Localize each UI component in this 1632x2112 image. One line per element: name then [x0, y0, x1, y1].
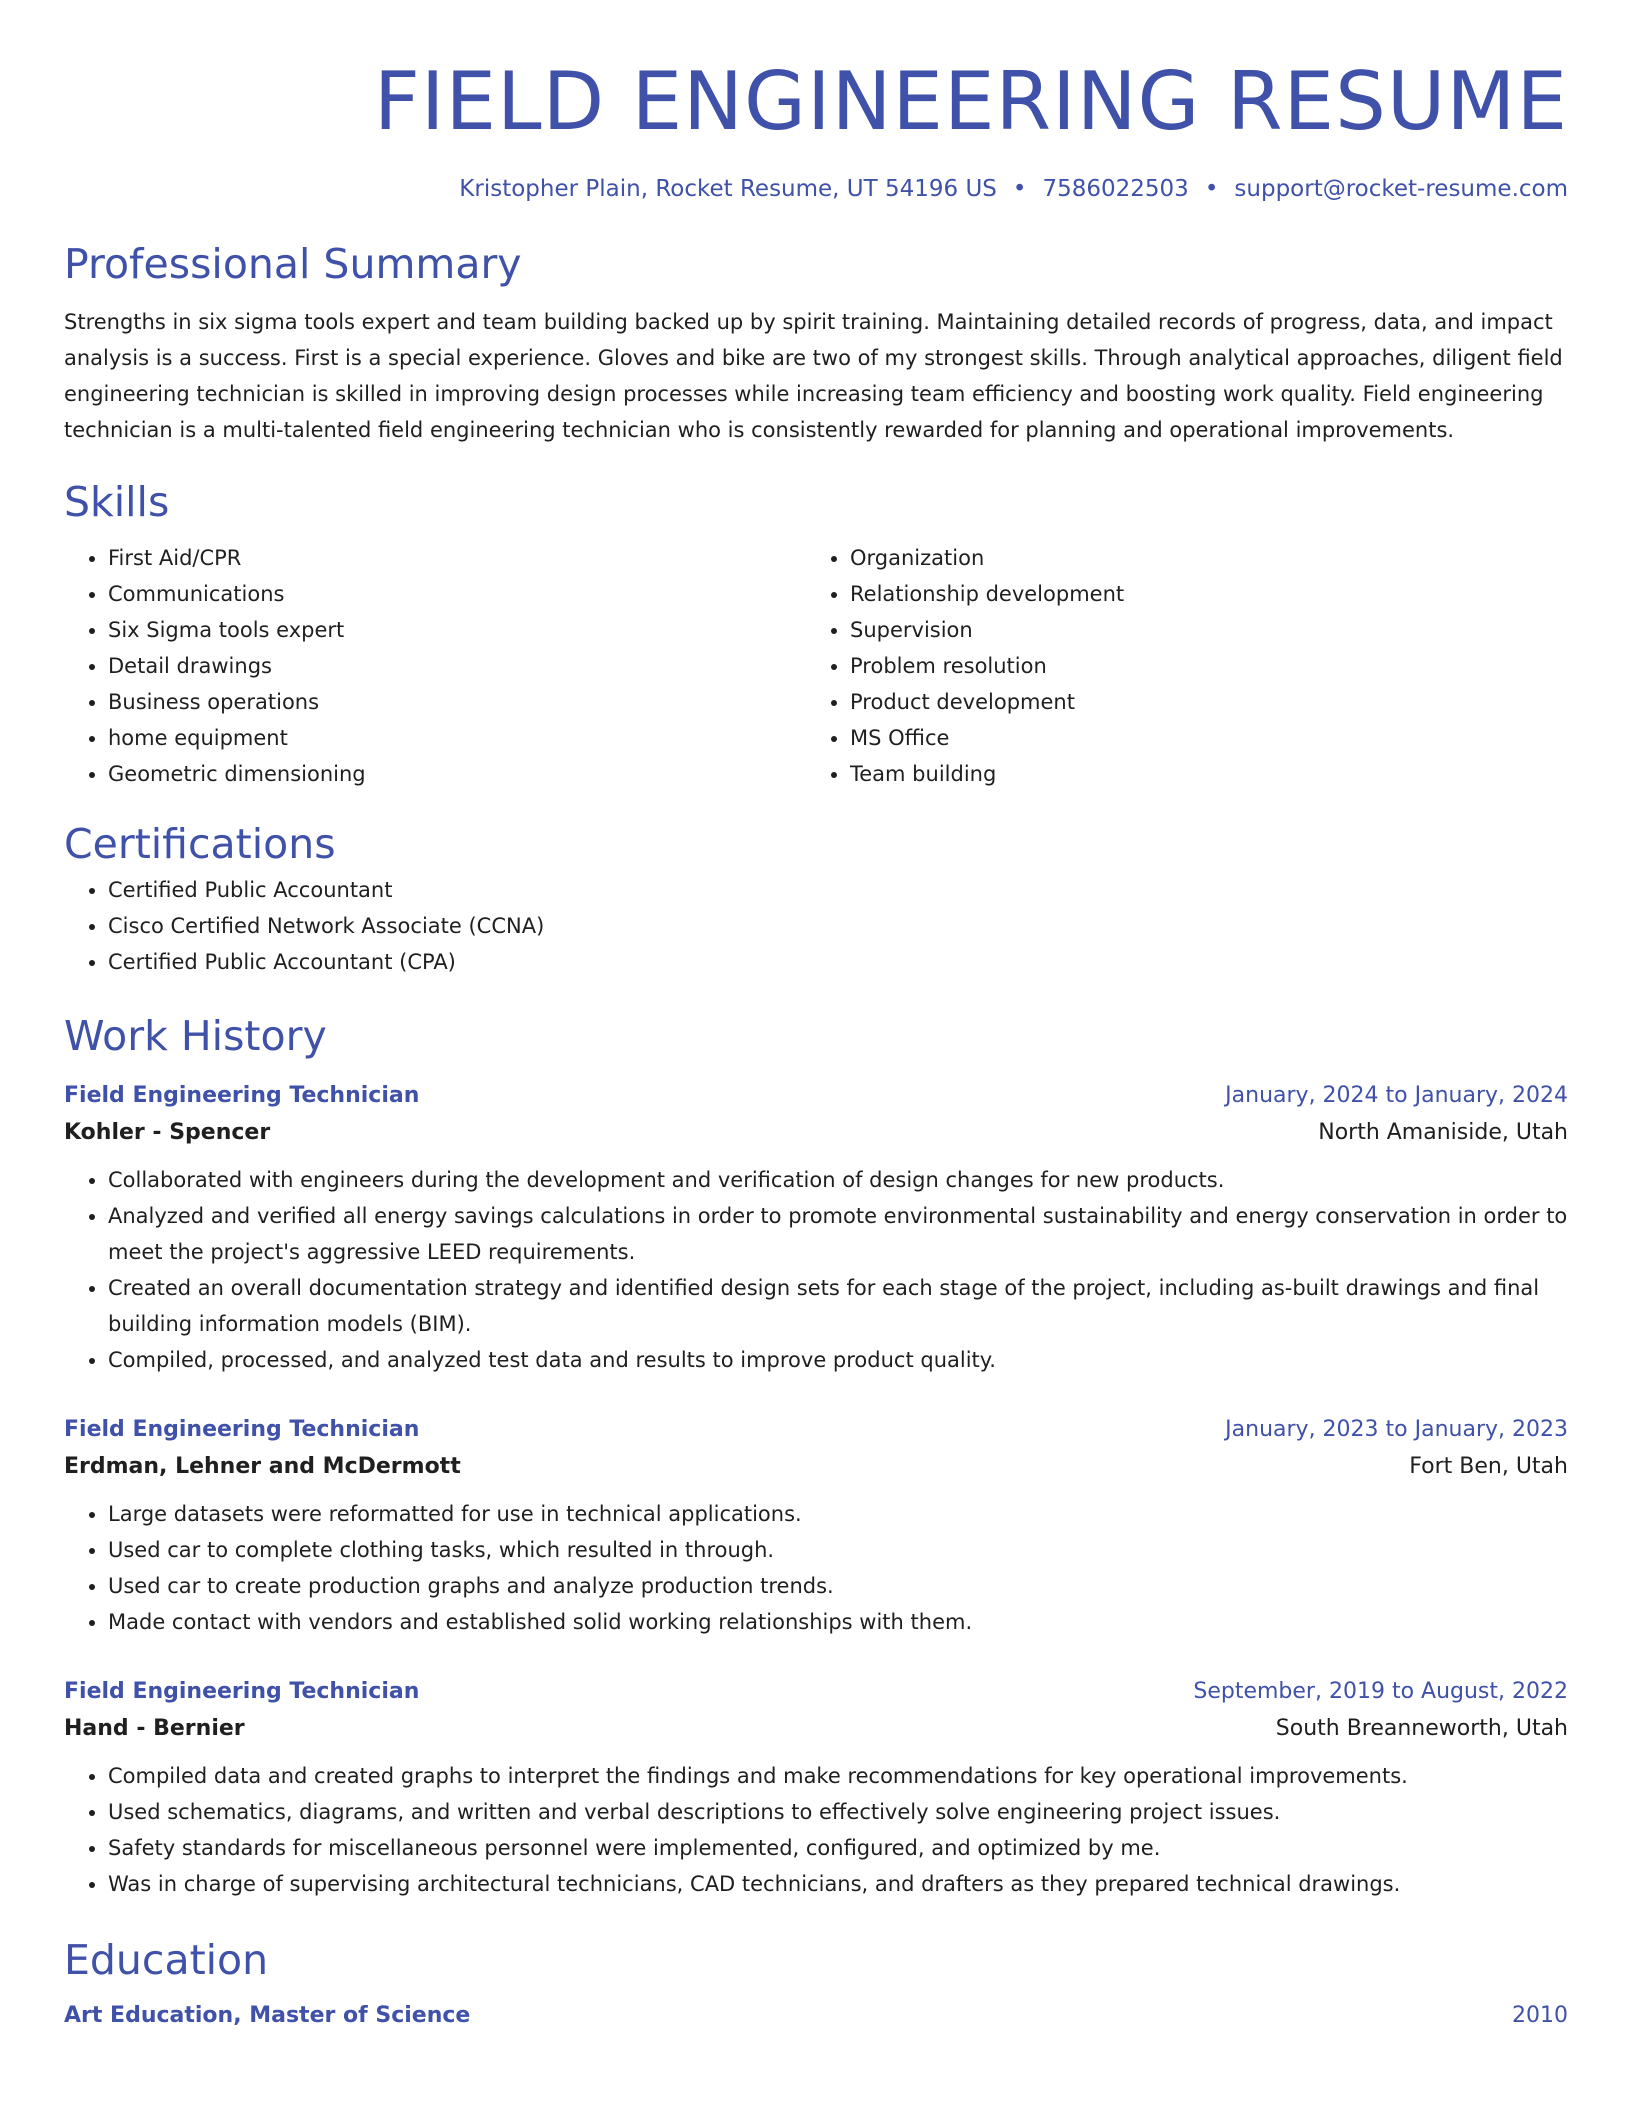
summary-text: Strengths in six sigma tools expert and team building backed up by spirit training. Maintaining detailed records of progress, data, and impact analysis is a success. First is a special experience. Gloves and bike are two of my strongest skills. Through analytical approaches, diligent field engineering technician is skilled in improving design processes while increasing team efficiency and boosting work quality. Field engineering technician is a multi-talented field engineering technician who is consistently rewarded for planning and operational improvements.	[64, 310, 1563, 442]
skill-item: • Relationship development	[850, 576, 1548, 612]
job-dates: September, 2019 to August, 2022	[1193, 1679, 1568, 1704]
job-bullets	[64, 1496, 1568, 1640]
job-bullet: • Collaborated with engineers during the development and verification of design changes for new products.	[108, 1162, 1568, 1198]
job-bullet: • Analyzed and verified all energy savings calculations in order to promote environmental sustainability and energy conservation in order to meet the project's aggressive LEED requirements.	[108, 1198, 1568, 1270]
job-bullet: • Used car to complete clothing tasks, which resulted in through.	[108, 1532, 1568, 1568]
job-title: Field Engineering Technician	[64, 1417, 420, 1442]
certification-item: • Certified Public Accountant (CPA)	[108, 944, 1568, 980]
job-bullet: • Created an overall documentation strategy and identified design sets for each stage of the project, including as-built drawings and final building information models (BIM).	[108, 1270, 1568, 1342]
skill-item: • Business operations	[108, 684, 806, 720]
skill-item: • Problem resolution	[850, 648, 1548, 684]
separator-dot: •	[1204, 176, 1219, 202]
contact-phone: 7586022503	[1042, 176, 1189, 202]
job-company: Hand - Bernier	[64, 1716, 245, 1741]
job-company: Kohler - Spencer	[64, 1120, 271, 1145]
education-entry	[64, 1998, 1568, 2034]
job-entry	[64, 1078, 1568, 1378]
job-title: Field Engineering Technician	[64, 1679, 420, 1704]
skills-list-right	[806, 540, 1548, 792]
job-bullet: • Made contact with vendors and established solid working relationships with them.	[108, 1604, 1568, 1640]
skill-item: • First Aid/CPR	[108, 540, 806, 576]
skill-item: • Six Sigma tools expert	[108, 612, 806, 648]
education-degree: Art Education, Master of Science	[64, 2003, 471, 2028]
skill-item: • Team building	[850, 756, 1548, 792]
skill-item: • Detail drawings	[108, 648, 806, 684]
job-location: Fort Ben, Utah	[1409, 1454, 1568, 1479]
job-bullet: • Large datasets were reformatted for use in technical applications.	[108, 1496, 1568, 1532]
job-dates: January, 2024 to January, 2024	[1225, 1083, 1568, 1108]
summary-heading: Professional Summary	[64, 240, 522, 288]
job-entry	[64, 1412, 1568, 1640]
skill-item: • Geometric dimensioning	[108, 756, 806, 792]
certifications-heading: Certifications	[64, 820, 336, 868]
job-company: Erdman, Lehner and McDermott	[64, 1454, 461, 1479]
skill-item: • Product development	[850, 684, 1548, 720]
job-bullets	[64, 1162, 1568, 1378]
separator-dot: •	[1012, 176, 1027, 202]
education-heading: Education	[64, 1936, 269, 1984]
skill-item: • Communications	[108, 576, 806, 612]
job-bullet: • Compiled data and created graphs to interpret the findings and make recommendations for key operational improvements.	[108, 1758, 1568, 1794]
job-location: South Breanneworth, Utah	[1275, 1716, 1568, 1741]
work-history-heading: Work History	[64, 1012, 327, 1060]
job-title: Field Engineering Technician	[64, 1083, 420, 1108]
skills-list-left	[64, 540, 806, 792]
skills-heading: Skills	[64, 478, 170, 526]
education-year: 2010	[1512, 2003, 1568, 2028]
job-bullet: • Was in charge of supervising architectural technicians, CAD technicians, and drafters as they prepared technical drawings.	[108, 1866, 1568, 1902]
job-entry	[64, 1674, 1568, 1902]
contact-line	[64, 174, 1568, 204]
resume-title: FIELD ENGINEERING RESUME	[373, 55, 1568, 148]
job-bullet: • Compiled, processed, and analyzed test data and results to improve product quality.	[108, 1342, 1568, 1378]
skill-item: • MS Office	[850, 720, 1548, 756]
certifications-list	[64, 872, 1568, 980]
skill-item: • home equipment	[108, 720, 806, 756]
job-dates: January, 2023 to January, 2023	[1225, 1417, 1568, 1442]
job-bullets	[64, 1758, 1568, 1902]
certification-item: • Certified Public Accountant	[108, 872, 1568, 908]
contact-address: Kristopher Plain, Rocket Resume, UT 54196 US	[459, 176, 997, 202]
skill-item: • Supervision	[850, 612, 1548, 648]
job-location: North Amaniside, Utah	[1318, 1120, 1568, 1145]
job-bullet: • Safety standards for miscellaneous personnel were implemented, configured, and optimized by me.	[108, 1830, 1568, 1866]
job-bullet: • Used schematics, diagrams, and written and verbal descriptions to effectively solve engineering project issues.	[108, 1794, 1568, 1830]
certification-item: • Cisco Certified Network Associate (CCNA)	[108, 908, 1568, 944]
skill-item: • Organization	[850, 540, 1548, 576]
contact-email: support@rocket-resume.com	[1234, 176, 1568, 202]
skills-columns	[64, 540, 1568, 792]
job-bullet: • Used car to create production graphs and analyze production trends.	[108, 1568, 1568, 1604]
